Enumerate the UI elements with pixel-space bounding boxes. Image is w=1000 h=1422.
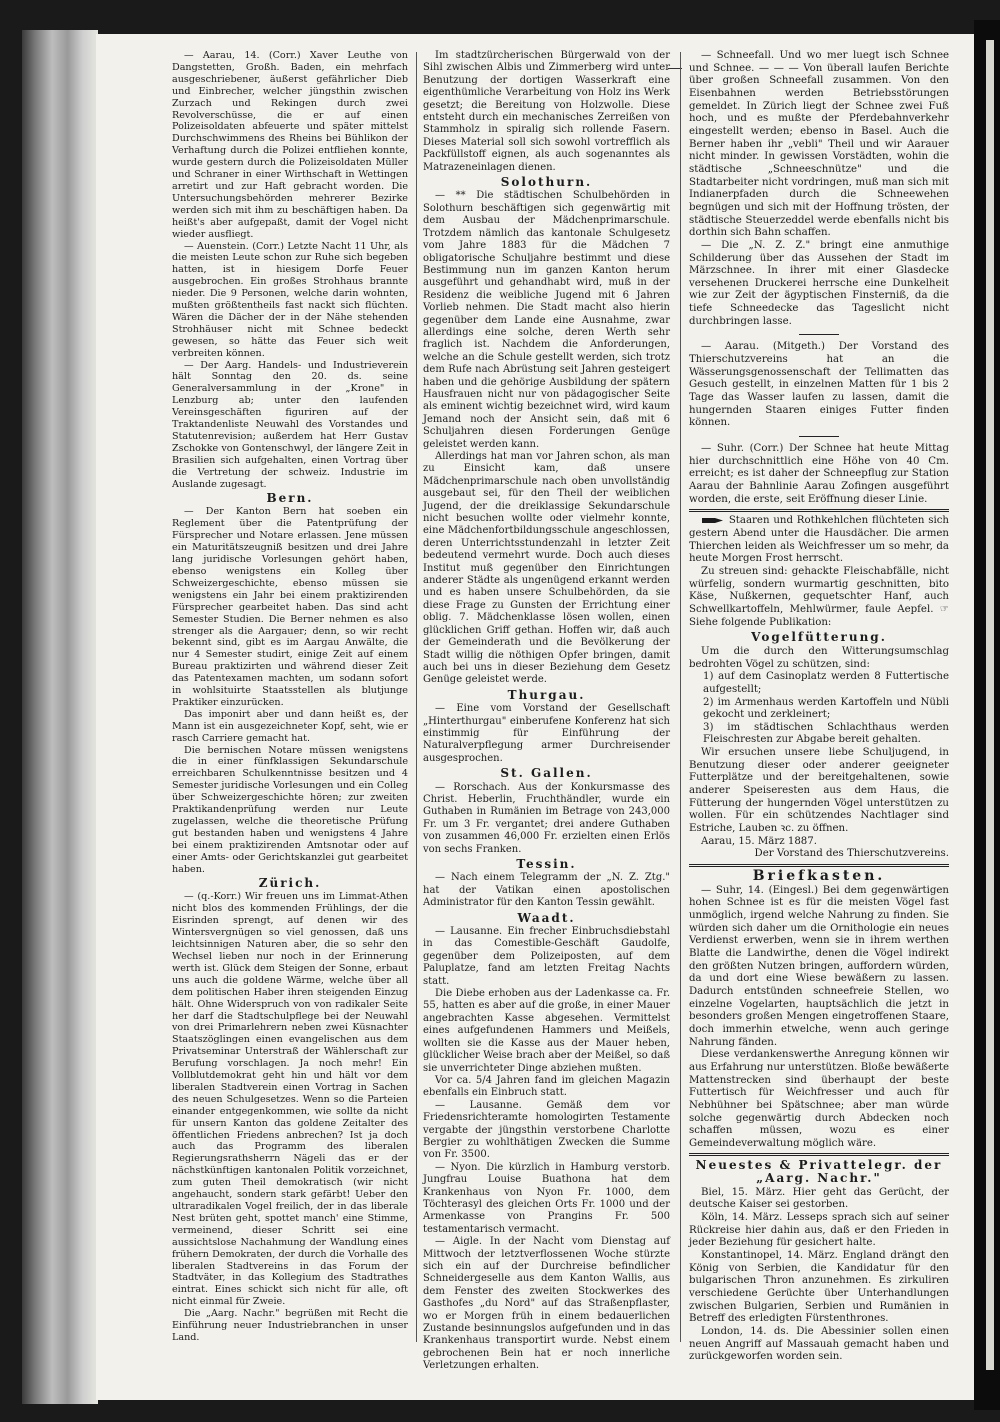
article-paragraph: — Lausanne. Ein frecher Einbruchsdiebstahl in das Comestible-Geschäft Gaudolfe, gegenüber dem Polizeiposten, auf dem Paluplatze, fand am letzten Freitag Nachts statt. [423, 926, 670, 987]
book-binding-edge [22, 30, 98, 1404]
list-item: 2) im Armenhaus werden Kartoffeln und Nübli gekocht und zerkleinert; [703, 696, 949, 721]
article-paragraph: — Nyon. Die kürzlich in Hamburg verstorb. Jungfrau Louise Buathona hat dem Krankenhaus von Nyon Fr. 1000, dem Töchterasyl des gleichen Orts Fr. 1000 und der Armenkasse von Prangins Fr. 500 testamentarisch vermacht. [423, 1161, 670, 1235]
signature-line: Der Vorstand des Thierschutzvereins. [754, 848, 949, 860]
section-heading: Neuestes & Privattelegr. der „Aarg. Nachr." [695, 1158, 943, 1186]
article-paragraph: — Nach einem Telegramm der „N. Z. Ztg." hat der Vatikan einen apostolischen Administrator für den Kanton Tessin gewählt. [423, 872, 670, 909]
article-paragraph: — Suhr. (Corr.) Der Schnee hat heute Mittag hier durchschnittlich eine Höhe von 40 Cm. erreicht; es ist daher der Schneepflug zur Station Aarau der Bahnlinie Aarau Zofingen ausgeführt worden, die erste, seit Eröffnung dieser Linie. [689, 443, 949, 505]
article-paragraph: Die bernischen Notare müssen wenigstens die in einer fünfklassigen Sekundarschule erreichbaren Schulkenntnisse besitzen und 4 Semester juridische Vorlesungen und ein Colleg über Schweizergeschichte hören; zur zweiten Praktikandenprüfung werden nur Leute zugelassen, welche die theoretische Prüfung gut bestanden haben und wenigstens 4 Jahre bei einem praktizirenden Amtsnotar oder auf einer Amts- oder Gerichtskanzlei gut gearbeitet haben. [172, 744, 408, 875]
article-paragraph: — Rorschach. Aus der Konkursmasse des Christ. Heberlin, Fruchthändler, wurde ein Guthaben in Rumänien im Betrage von 243,000 Fr. um 3 Fr. vergantet; drei andere Guthaben von zusammen 46,000 Fr. erzielten einen Erlös von sechs Franken. [423, 781, 670, 855]
section-heading: Briefkasten. [752, 868, 886, 885]
section-heading: Waadt. [517, 910, 576, 925]
pointing-hand-icon [701, 516, 725, 525]
column-2 [423, 50, 670, 1373]
section-heading: Zürich. [258, 875, 322, 890]
article-paragraph: — Die „N. Z. Z." bringt eine anmuthige Schilderung über das Aussehen der Stadt im Märzschnee. In ihrer mit einer Glasdecke versehenen Druckerei herrsche eine Dunkelheit wie zur Zeit der ägyptischen Finsterniß, da die tiefe Schneedecke das Tageslicht nicht durchbringen lasse. [689, 239, 949, 327]
article-paragraph: — Suhr, 14. (Eingesl.) Bei dem gegenwärtigen hohen Schnee ist es für die meisten Vögel fast unmöglich, irgend welche Nahrung zu finden. Sie würden sich daher um die Ornithologie ein neues Verdienst erwerben, wenn sie in ihrem werthen Blatte die Landwirthe, denen die Vögel indirekt den größten Nutzen bringen, auffordern würden, da und dort eine Wiese bewäßern zu lassen. Dadurch entstünden schneefreie Stellen, wo einzelne Vogelarten, hauptsächlich die jetzt in besonders großen Mengen eingetroffenen Staare, doch immerhin etwelche, wenn auch geringe Nahrung fänden. [689, 884, 949, 1048]
article-paragraph: — Aarau, 14. (Corr.) Xaver Leuthe von Dangstetten, Großh. Baden, ein mehrfach ausgeschriebener, äußerst gefährlicher Dieb und Einbrecher, welcher jüngsthin zwischen Zurzach und Rekingen durch zwei Revolverschüsse, die er auf einen Polizeisoldaten abfeuerte und später mittelst Durchschwimmens des Rheins bei Bühlikon der Verhaftung durch die Polizei entfliehen konnte, wurde gestern durch die Polizeisoldaten Müller und Schraner in einer Wirthschaft in Wettingen arretirt und zur Haft gebracht worden. Die Untersuchungsbehörden mehrerer Bezirke werden sich mit ihm zu beschäftigen haben. Da heißt's aber aufgepaßt, damit der Vogel nicht wieder ausfliegt. [172, 50, 408, 240]
section-rule [799, 334, 839, 335]
article-paragraph: Die Diebe erhoben aus der Ladenkasse ca. Fr. 55, hatten es aber auf die große, in einer Mauer angebrachten Kasse abgesehen. Vermittelst eines aufgefundenen Hammers und Meißels, wollten sie die Kasse aus der Mauer heben, glücklicher Weise brach aber der Meißel, so daß sie unverrichteter Dinge abziehen mußten. [423, 988, 670, 1074]
column-1 [172, 50, 408, 1344]
section-heading: St. Gallen. [500, 766, 593, 781]
column-divider-2 [680, 52, 681, 1342]
list-item: 3) im städtischen Schlachthaus werden Fleischresten zur Abgabe bereit gehalten. [703, 721, 949, 746]
section-heading: Vogelfütterung. [751, 630, 887, 645]
article-paragraph: Um die durch den Witterungsumschlag bedrohten Vögel zu schützen, sind: [689, 645, 949, 670]
article-paragraph: — Der Kanton Bern hat soeben ein Reglement über die Patentprüfung der Fürsprecher und Notare erlassen. Jene müssen ein Maturitätszeugniß besitzen und drei Jahre lang juridische Vorlesungen gehört haben, ebenso wenigstens ein Kolleg über Schweizergeschichte, ebenso müssen sie wenigstens ein Jahr bei einem praktizirenden Fürsprecher gearbeitet haben. Das sind acht Semester Studien. Die Berner nehmen es also strenger als die Aargauer; denn, so wir recht bekennt sind, gibt es im Aargau Anwälte, die nur 4 Semester studirt, einige Zeit auf einem Bureau praktizirten und während dieser Zeit das Patentexamen machten, um sodann sofort in wohlsituirte Staatsstellen als blutjunge Praktiker einzurücken. [172, 506, 408, 708]
section-double-rule [689, 509, 949, 512]
article-paragraph: — Aarau. (Mitgeth.) Der Vorstand des Thierschutzvereins hat an die Wässerungsgenossenschaft der Tellimatten das Gesuch gestellt, in einzelnen Matten für 1 bis 2 Tage das Wasser laufen zu lassen, damit die hungernden Staaren einiges Futter finden können. [689, 341, 949, 429]
section-heading: Bern. [266, 490, 314, 505]
article-paragraph: London, 14. ds. Die Abessinier sollen einen neuen Angriff auf Massauah gemacht haben und zurückgeworfen worden sein. [689, 1326, 949, 1363]
column-3 [689, 50, 949, 1364]
article-paragraph: — Aigle. In der Nacht vom Dienstag auf Mittwoch der letztverflossenen Woche stürzte sich ein auf der Durchreise befindlicher Schneidergeselle aus dem Kanton Wallis, aus dem Fenster des zweiten Stockwerkes des Gasthofes „du Nord" auf das Straßenpflaster, wo er Morgen früh in einem bedauerlichen Zustande besinnungslos aufgefunden und in das Krankenhaus transportirt wurde. Nebst einem gebrochenen Bein hat er noch innerliche Verletzungen erhalten. [423, 1236, 670, 1372]
section-heading: Tessin. [516, 857, 577, 871]
article-paragraph: — Der Aarg. Handels- und Industrieverein hält Sonntag den 20. ds. seine Generalversammlung in der „Krone" in Lenzburg ab; unter den laufenden Vereinsgeschäften figuriren auf der Traktandenliste Neuwahl des Vorstandes und Statutenrevision; außerdem hat Herr Gustav Zschokke von Gontenschwyl, der längere Zeit in Brasilien sich aufgehalten, einen Vortrag über die Vertretung der schweiz. Industrie im Auslande zugesagt. [172, 359, 408, 490]
paragraph-text: Staaren und Rothkehlchen flüchteten sich gestern Abend unter die Hausdächer. Die armen Thierchen leiden als Weichfresser um so mehr, da heute Morgen Frost herrscht. [689, 515, 949, 565]
list-item: 1) auf dem Casinoplatz werden 8 Futtertische aufgestellt; [703, 671, 949, 695]
article-paragraph: — ** Die städtischen Schulbehörden in Solothurn beschäftigen sich gegenwärtig mit dem Ausbau der Mädchenprimarschule. Trotzdem nämlich das kantonale Schulgesetz vom Jahre 1883 für die Mädchen 7 obligatorische Schuljahre bestimmt und diese Bestimmung nun im ganzen Kanton herum ausgeführt und gehandhabt wird, muß in der Residenz die weibliche Jugend mit 6 Jahren Vorlieb nehmen. Die Stadt macht also hierin gegenüber dem Lande eine Ausnahme, zwar allerdings eine solche, deren Werth sehr fraglich ist. Nachdem die Anforderungen, welche an die Schule gestellt werden, sich trotz dem Rufe nach Abrüstung seit Jahren gesteigert haben und die gehörige Ausbildung der spätern Hausfrauen nicht nur von pädagogischer Seite als eminent wichtig bezeichnet wird, wird kaum Jemand noch der Ansicht sein, daß mit 6 Schuljahren diesen Forderungen Genüge geleistet werden kann. [423, 190, 670, 450]
article-paragraph: — (q.-Korr.) Wir freuen uns im Limmat-Athen nicht blos des kommenden Frühlings, der die Eisrinden sprengt, auf denen wir des Wintersvergnügen so viel genossen, daß uns leichtsinnigen Naturen aber, die so sehr den Wechsel lieben nur noch in der Erinnerung werth ist. Glück dem Steigen der Sonne, erbaut uns auch die goldene Wärme, welche über all dem politischen Haber ihren steigenden Einzug hält. Ohne Widerspruch von von radikaler Seite her darf die Stadtschulpflege bei der Neuwahl von drei Primarlehrern neben zwei Küsnachter Staatszöglingen einen evangelischen aus dem Privatseminar Unterstraß der Wählerschaft zur Berufung vorschlagen. Ja noch mehr! Ein Vollblutdemokrat geht hin und hält vor dem liberalen Stadtverein einen Vortrag in Sachen des neuen Schulgesetzes. Wenn so die Parteien einander entgegenkommen, wie sollte da nicht für unsern Kanton das goldene Zeitalter des öffentlichen Friedens anbrechen? Ist ja doch auch das Programm des liberalen Regierungsrathsherrn Nägeli das er der nächstkünftigen kantonalen Politik vorzeichnet, zum guten Theil demokratisch (wir nicht angehaucht, sondern stark gefärbt! Ueber den ultraradikalen Vogel freilich, der in das liberale Nest brüten geht, spottet manch' eine Stimme, vermeinend, dieser Schritt sei eine aussichtslose Nachahmung der Wandlung eines frühern Demokraten, der durch die Vorhalle des liberalen Stadtvereins in das Forum der Stadtväter, in das Kollegium des Stadtrathes eintrat. Eines schickt sich nicht für alle, oft nicht einmal für Zweie. [172, 891, 408, 1308]
article-paragraph: Die „Aarg. Nachr." begrüßen mit Recht die Einführung neuer Industriebranchen in unser Land. [172, 1308, 408, 1343]
next-page-sliver [986, 40, 994, 1370]
section-heading: Solothurn. [500, 175, 593, 190]
column-divider-1 [416, 52, 417, 1342]
article-paragraph: Konstantinopel, 14. März. England drängt den König von Serbien, die Kandidatur für den bulgarischen Thron anzunehmen. Es zirkuliren verschiedene Gerüchte über Unterhandlungen zwischen Bulgarien, Serbien und Rumänien in Betreff des erledigten Fürstenthrones. [689, 1250, 949, 1325]
pointing-hand-paragraph [689, 515, 949, 566]
article-paragraph: Allerdings hat man vor Jahren schon, als man zu Einsicht kam, daß unsere Mädchenprimarschule nach oben unvollständig ausgebaut sei, für den Theil der weiblichen Jugend, der die dreiklassige Sekundarschule nicht besuchen wollte oder vielmehr konnte, eine Mädchenfortbildungsschule angeschlossen, deren Unterrichtsstundenzahl in letzter Zeit bedeutend vermehrt wurde. Doch auch dieses Institut muß gegenüber den Einrichtungen anderer Städte als ungenügend erkannt werden und es haben unsere Schulbehörden, da sie diese Frage zu Gunsten der Errichtung einer oblig. 7. Mädchenklasse lösen wollen, einen glücklichen Griff gethan. Hoffen wir, daß auch der Gemeinderath und die Bevölkerung der Stadt willig die nöthigen Opfer bringen, damit auch bei uns in dieser Beziehung dem Gesetz Genüge geleistet werde. [423, 451, 670, 686]
section-heading: Thurgau. [507, 687, 586, 702]
article-paragraph: Biel, 15. März. Hier geht das Gerücht, der deutsche Kaiser sei gestorben. [689, 1186, 949, 1211]
article-paragraph: Aarau, 15. März 1887. [701, 835, 817, 847]
article-paragraph: — Lausanne. Gemäß dem vor Friedensrichteramte homologirten Testamente vergabte der jüngsthin verstorbene Charlotte Bergier zu wohlthätigen Zwecken die Summe von Fr. 3500. [423, 1099, 670, 1161]
article-paragraph: Das imponirt aber und dann heißt es, der Mann ist ein ausgezeichneter Kopf, seht, wie er rasch Carriere gemacht hat. [172, 708, 408, 744]
article-paragraph: — Eine vom Vorstand der Gesellschaft „Hinterthurgau" einberufene Konferenz hat sich einstimmig für Einführung der Naturalverpflegung armer Durchreisender ausgesprochen. [423, 703, 670, 764]
article-paragraph: Diese verdankenswerthe Anregung können wir aus Erfahrung nur unterstützen. Bloße bewäßerte Mattenstrecken sind überhaupt der beste Futtertisch für Weichfresser und auch für Nebhühner bei Spätschnee; aber man würde solche gegenwärtig durch Abdecken noch schaffen müssen, wozu es einer Gemeindeverwaltung möglich wäre. [689, 1049, 949, 1149]
section-double-rule [689, 864, 949, 867]
article-paragraph: Zu streuen sind: gehackte Fleischabfälle, nicht würfelig, sondern wurmartig geschnitten, bito Käse, Nußkernen, gequetschter Hanf, auch Schwellkartoffeln, Mehlwürmer, faule Aepfel. ☞ Siehe folgende Publikation: [689, 565, 949, 628]
article-paragraph: Köln, 14. März. Lesseps sprach sich auf seiner Rückreise hier dahin aus, daß er den Frieden in jeder Beziehung für gesichert halte. [689, 1212, 949, 1249]
section-double-rule [689, 1153, 949, 1156]
article-paragraph: Im stadtzürcherischen Bürgerwald von der Sihl zwischen Albis und Zimmerberg wird unter Benutzung der dortigen Wasserkraft eine eigenthümliche Verarbeitung von Holz ins Werk gesetzt; die Bereitung von Holzwolle. Diese entsteht durch ein mechanisches Zerreißen von Stammholz in spiralig sich rollende Fasern. Dieses Material soll sich sowohl vortrefflich als Packfüllstoff eignen, als auch sogenanntes als Matrazeneinlagen dienen. [423, 50, 670, 173]
section-rule [799, 436, 839, 437]
article-paragraph: — Schneefall. Und wo mer luegt isch Schnee und Schnee. — — — Von überall laufen Berichte über großen Schneefall zusammen. Von den Eisenbahnen werden Betriebsstörungen gemeldet. In Zürich liegt der Schnee zwei Fuß hoch, und es mußte der Pferdebahnverkehr eingestellt werden; ebenso in Basel. Auch die Berner haben ihr „vebli" Theil und wir Aarauer nicht minder. In gewissen Vorstädten, wohin die städtische „Schneeschnütze" und die Stadtarbeiter nicht vordringen, muß man sich mit Indianerpfaden durch die Schneewehen begnügen und sich mit der Hoffnung trösten, der städtische Steuerzeddel werde ebenfalls nicht bis dorthin sich Bahn schaffen. [689, 50, 949, 239]
article-paragraph: Wir ersuchen unsere liebe Schuljugend, in Benutzung dieser oder anderer geeigneter Futterplätze und der bereitgehaltenen, sowie anderer Speiseresten aus dem Haus, die Fütterung der hungernden Vögel unterstützen zu wollen. Für ein schützendes Nachtlager sind Estriche, Lauben ꝛc. zu öffnen. [689, 747, 949, 835]
article-paragraph: Vor ca. 5/4 Jahren fand im gleichen Magazin ebenfalls ein Einbruch statt. [423, 1074, 670, 1099]
article-paragraph: — Auenstein. (Corr.) Letzte Nacht 11 Uhr, als die meisten Leute schon zur Ruhe sich begeben hatten, ist in hiesigem Dorfe Feuer ausgebrochen. Ein großes Strohhaus brannte nieder. Die 9 Personen, welche darin wohnten, mußten größtentheils fast nackt sich flüchten. Wären die Dächer der in der Nähe stehenden Strohhäuser nicht mit Schnee bedeckt gewesen, so hätte das Feuer sich weit verbreiten können. [172, 240, 408, 359]
